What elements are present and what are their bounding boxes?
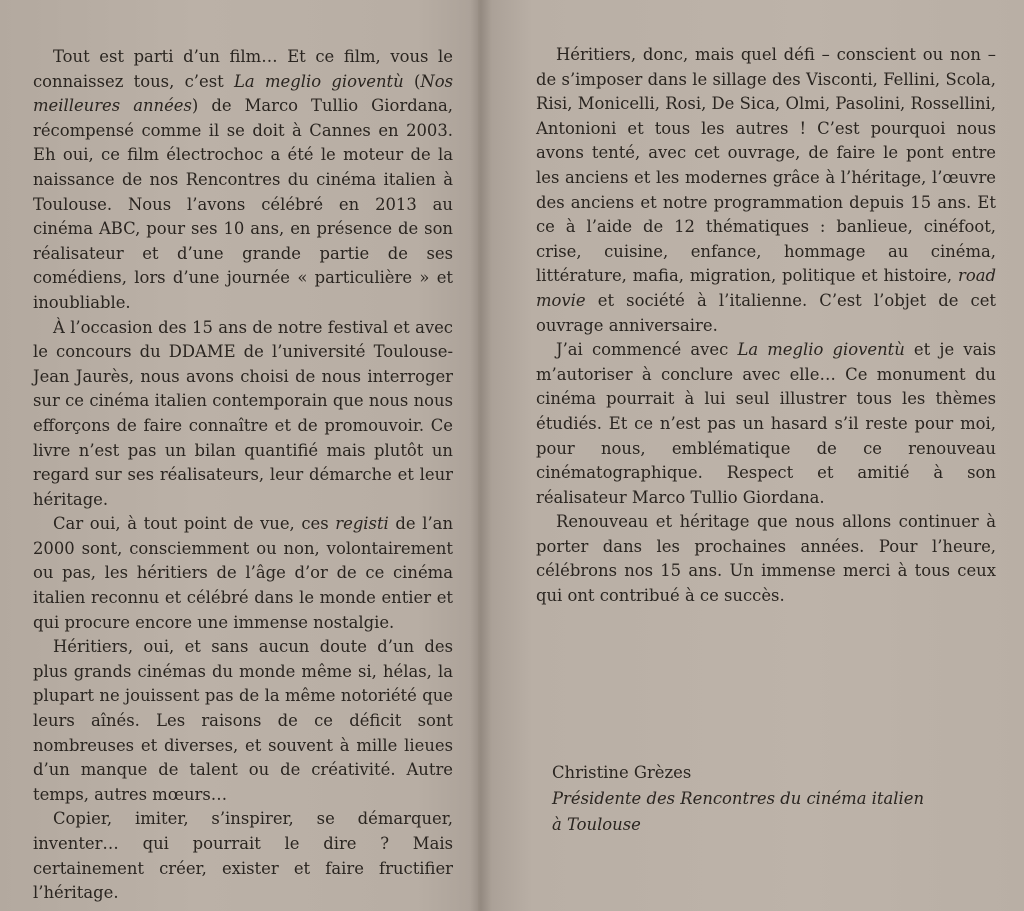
italic-title: La meglio gioventù <box>737 340 905 360</box>
italic-title: road movie <box>536 266 996 310</box>
signature-role-line-2: à Toulouse <box>552 815 641 834</box>
book-gutter <box>470 0 492 911</box>
italic-title: La meglio gioventù <box>234 71 404 91</box>
paragraph: Copier, imiter, s’inspirer, se démarquer, inventer… qui pourrait le dire ? Mais certainement créer, exister et faire fructifier l’héritage. <box>33 809 453 903</box>
paragraph: Héritiers, oui, et sans aucun doute d’un des plus grands cinémas du monde même si, hélas, la plupart ne jouissent pas de la même notoriété que leurs aînés. Les raisons de ce déficit sont nombreuses et diverses, et souvent à mille lieues d’un manque de talent ou de créativité. Autre temps, autres mœurs… <box>33 637 453 804</box>
italic-title: Nos meilleures années <box>33 71 453 116</box>
paragraph: Renouveau et héritage que nous allons continuer à porter dans les prochaines années. Pour l’heure, célébrons nos 15 ans. Un immense merci à tous ceux qui ont contribué à ce succès. <box>536 512 996 606</box>
paragraph: Tout est parti d’un film… Et ce film, vous le connaissez tous, c’est La meglio gioventù (Nos meilleures années) de Marco Tullio Giordana, récompensé comme il se doit à Cannes en 2003. Eh oui, ce film électrochoc a été le moteur de la naissance de nos Rencontres du cinéma italien à Toulouse. Nous l’avons célébré en 2013 au cinéma ABC, pour ses 10 ans, en présence de son réalisateur et d’une grande partie de ses comédiens, lors d’une journée « particulière » et inoubliable. <box>33 47 453 312</box>
paragraph: J’ai commencé avec La meglio gioventù et je vais m’autoriser à conclure avec elle… Ce monument du cinéma pourrait à lui seul illustrer tous les thèmes étudiés. Et ce n’est pas un hasard s’il reste pour moi, pour nous, emblématique de ce renouveau cinématographique. Respect et amitié à son réalisateur Marco Tullio Giordana. <box>536 340 997 507</box>
paragraph: Héritiers, donc, mais quel défi – conscient ou non – de s’imposer dans le sillage des Visconti, Fellini, Scola, Risi, Monicelli, Rosi, De Sica, Olmi, Pasolini, Rossellini, Antonioni et tous les autres ! C’est pourquoi nous avons tenté, avec cet ouvrage, de faire le pont entre les anciens et les modernes grâce à l’héritage, l’œuvre des anciens et notre programmation depuis 15 ans. Et ce à l’aide de 12 thématiques : banlieue, cinéfoot, crise, cuisine, enfance, hommage au cinéma, littérature, mafia, migration, politique et histoire, road movie et société à l’italienne. C’est l’objet de cet ouvrage anniversaire. <box>536 45 996 335</box>
paragraph: Car oui, à tout point de vue, ces registi de l’an 2000 sont, consciemment ou non, volontairement ou pas, les héritiers de l’âge d’or de ce cinéma italien reconnu et célébré dans le monde entier et qui procure encore une immense nostalgie. <box>33 514 453 632</box>
signature-name: Christine Grèzes <box>552 763 692 782</box>
paragraph: À l’occasion des 15 ans de notre festival et avec le concours du DDAME de l’université Toulouse-Jean Jaurès, nous avons choisi de nous interroger sur ce cinéma italien contemporain que nous nous efforçons de faire connaître et de promouvoir. Ce livre n’est pas un bilan quantifié mais plutôt un regard sur ses réalisateurs, leur démarche et leur héritage. <box>33 317 453 509</box>
signature-block <box>552 760 972 838</box>
left-page-text <box>33 45 453 906</box>
italic-title: registi <box>335 514 389 534</box>
signature-role-line-1: Présidente des Rencontres du cinéma italien <box>552 789 925 808</box>
right-page-text <box>536 43 996 609</box>
